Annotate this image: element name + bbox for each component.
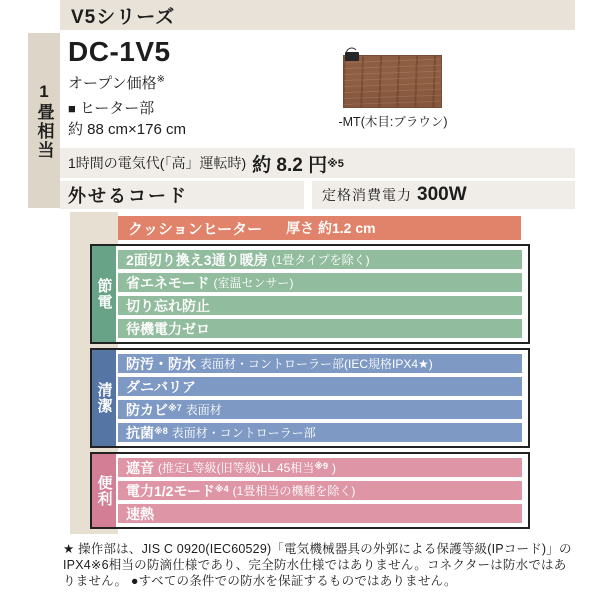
feature-row-sup-text: ※9 bbox=[314, 461, 329, 471]
feature-row-main-text: ダニバリア bbox=[126, 378, 196, 395]
feature-section-3 bbox=[90, 452, 530, 529]
feature-row-sup-text: ※4 bbox=[214, 484, 229, 494]
feature-row-main-text: 待機電力ゼロ bbox=[126, 320, 210, 337]
series-title: V5シリーズ bbox=[71, 6, 176, 28]
tatami-size-tab bbox=[28, 33, 60, 208]
cushion-heater-thickness: 厚さ 約1.2 cm bbox=[286, 220, 376, 236]
feature-row-main-text: 防カビ bbox=[126, 401, 168, 418]
section-rows bbox=[118, 250, 522, 338]
footnote-text: ★ 操作部は、JIS C 0920(IEC60529)「電気機械器具の外郭による保護等級(IPコード)」のIPX4※6相当の防滴仕様であり、完全防水仕様ではありません。コネクターは防水ではありません。 ●すべての条件での防水を保証するものではありません。 bbox=[63, 542, 572, 588]
open-price bbox=[68, 72, 165, 93]
feature-section-1 bbox=[90, 244, 530, 344]
electricity-note-mark: ※5 bbox=[327, 157, 344, 170]
feature-row-small-text: 表面材・コントローラー部(IEC規格IPX4★) bbox=[200, 357, 433, 371]
feature-row bbox=[118, 481, 522, 500]
feature-row-small-text: ) bbox=[332, 460, 337, 475]
feature-row-main-text: 電力1/2モード bbox=[126, 482, 215, 499]
product-image bbox=[343, 55, 442, 108]
price-note-mark: ※ bbox=[156, 74, 166, 85]
feature-row bbox=[118, 458, 522, 477]
feature-row bbox=[118, 273, 522, 292]
feature-row-main-text: 遮音 bbox=[126, 459, 154, 476]
feature-row-main-text: 2面切り換え3通り暖房 bbox=[126, 251, 268, 268]
section-label-column bbox=[92, 350, 116, 446]
feature-row bbox=[118, 504, 522, 523]
color-caption: -MT(木目:ブラウン) bbox=[338, 115, 448, 129]
feature-row-small-text: (推定L等級(旧等級)LL 45相当 bbox=[158, 461, 315, 475]
section-label-column bbox=[92, 454, 116, 527]
feature-row-sup-text: ※7 bbox=[168, 403, 182, 413]
feature-row-main-text: 省エネモード bbox=[126, 274, 210, 291]
feature-row-main-text: 抗菌 bbox=[126, 424, 154, 441]
section-label: 清潔 bbox=[95, 382, 113, 414]
electricity-cost-row bbox=[60, 148, 575, 178]
square-bullet-icon: ■ bbox=[68, 101, 76, 116]
feature-row-small-text: (1畳タイプを除く) bbox=[271, 253, 370, 267]
feature-row-main-text: 防汚・防水 bbox=[126, 355, 196, 372]
section-label: 節電 bbox=[95, 278, 113, 310]
series-header bbox=[60, 0, 575, 30]
model-name: DC-1V5 bbox=[68, 36, 171, 67]
rated-power-label: 定格消費電力 bbox=[322, 187, 412, 203]
heater-part-line bbox=[68, 97, 154, 118]
electricity-cost-label: 1時間の電気代(「高」運転時) bbox=[68, 155, 247, 171]
detachable-cord-cell: 外せるコード bbox=[60, 181, 304, 209]
feature-row bbox=[118, 319, 522, 338]
feature-row bbox=[118, 354, 522, 373]
feature-row-small-text: 表面材 bbox=[185, 403, 222, 417]
feature-row-sup-text: ※8 bbox=[154, 426, 168, 436]
feature-row-main-text: 切り忘れ防止 bbox=[126, 297, 210, 314]
section-label-column bbox=[92, 246, 116, 342]
rated-power-value: 300W bbox=[417, 184, 467, 205]
section-rows bbox=[118, 458, 522, 523]
feature-section-2 bbox=[90, 348, 530, 448]
heater-part-label: ヒーター部 bbox=[79, 100, 155, 117]
feature-row-small-text: (1畳相当の機種を除く) bbox=[232, 484, 356, 498]
feature-row-small-text: 表面材・コントローラー部 bbox=[171, 426, 316, 440]
open-price-label: オープン価格 bbox=[68, 75, 157, 92]
feature-row bbox=[118, 296, 522, 315]
feature-row bbox=[118, 250, 522, 269]
cushion-heater-title: クッションヒーター bbox=[128, 220, 263, 238]
rated-power-cell bbox=[312, 181, 575, 209]
feature-row-small-text: (室温センサー) bbox=[213, 276, 294, 290]
feature-row bbox=[118, 377, 522, 396]
cushion-heater-header bbox=[118, 216, 521, 240]
feature-row bbox=[118, 400, 522, 419]
section-label: 便利 bbox=[95, 474, 113, 507]
feature-row-main-text: 速熱 bbox=[126, 505, 154, 522]
controller-icon bbox=[345, 52, 359, 61]
electricity-cost-value: 約 8.2 円 bbox=[252, 154, 328, 176]
heater-size: 約 88 cm×176 cm bbox=[68, 121, 186, 138]
tatami-size-label: 1畳相当 bbox=[34, 81, 54, 160]
feature-row bbox=[118, 423, 522, 442]
section-rows bbox=[118, 354, 522, 442]
